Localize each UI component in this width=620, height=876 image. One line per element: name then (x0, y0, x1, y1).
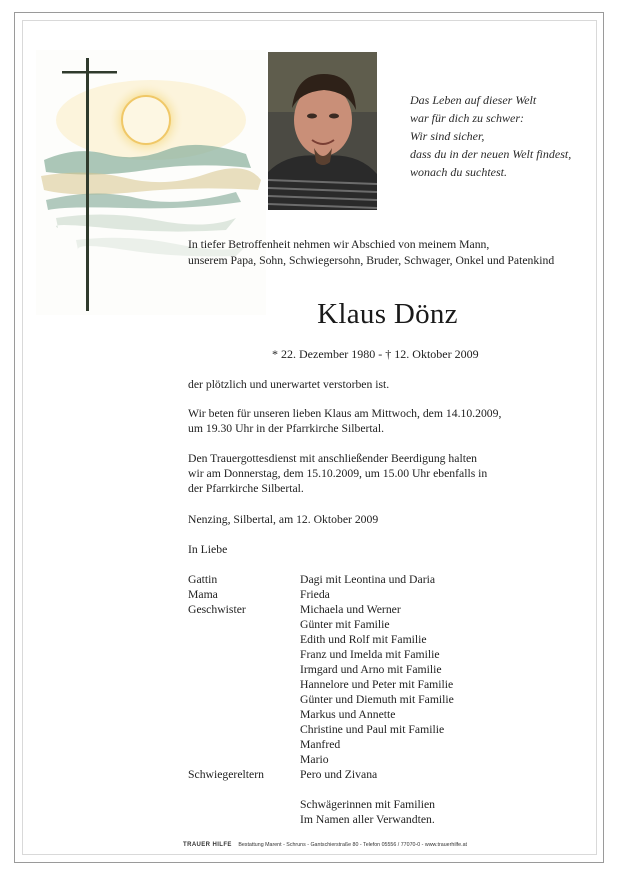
family-member: Mario (300, 753, 329, 766)
family-member: Pero und Zivana (300, 768, 378, 781)
family-role: Mama (188, 588, 218, 601)
funeral-line: Den Trauergottesdienst mit anschließender Beerdigung halten (188, 452, 477, 465)
family-member: Hannelore und Peter mit Familie (300, 678, 454, 691)
passed-text (188, 377, 389, 392)
passed-line: der plötzlich und unerwartet verstorben ist. (188, 378, 390, 391)
cross-landscape-illustration (36, 50, 266, 315)
family-member: Michaela und Werner (300, 603, 401, 616)
poem-line: Wir sind sicher, (410, 129, 485, 143)
family-role: Geschwister (188, 603, 246, 616)
in-love (188, 542, 227, 557)
poem-line: war für dich zu schwer: (410, 111, 524, 125)
family-member: Dagi mit Leontina und Daria (300, 573, 436, 586)
family-member: Im Namen aller Verwandten. (300, 813, 435, 826)
family-member: Schwägerinnen mit Familien (300, 798, 436, 811)
poem-line: wonach du suchtest. (410, 165, 507, 179)
portrait-photo (268, 52, 377, 210)
funeral-text (188, 451, 487, 496)
prayer-line: um 19.30 Uhr in der Pfarrkirche Silbertal. (188, 422, 385, 435)
prayer-line: Wir beten für unseren lieben Klaus am Mittwoch, dem 14.10.2009, (188, 407, 502, 420)
intro-text (188, 237, 554, 269)
intro-line: In tiefer Betroffenheit nehmen wir Abschied von meinem Mann, (188, 238, 490, 251)
family-member: Manfred (300, 738, 341, 751)
life-dates: * 22. Dezember 1980 - † 12. Oktober 2009 (272, 347, 479, 361)
family-member: Günter mit Familie (300, 618, 390, 631)
deceased-name: Klaus Dönz (317, 298, 458, 330)
poem-line: dass du in der neuen Welt findest, (410, 147, 572, 161)
family-member: Günter und Diemuth mit Familie (300, 693, 454, 706)
family-member: Franz und Imelda mit Familie (300, 648, 440, 661)
family-member: Irmgard und Arno mit Familie (300, 663, 442, 676)
family-member: Markus und Annette (300, 708, 396, 721)
family-role: Schwiegereltern (188, 768, 264, 781)
place-date (188, 512, 378, 527)
prayer-text (188, 406, 501, 436)
footer-brand: TRAUER HILFE (183, 842, 232, 848)
funeral-line: der Pfarrkirche Silbertal. (188, 482, 304, 495)
family-member: Christine und Paul mit Familie (300, 723, 445, 736)
in-love-line: In Liebe (188, 543, 228, 556)
family-role: Gattin (188, 573, 218, 586)
funeral-line: wir am Donnerstag, dem 15.10.2009, um 15.00 Uhr ebenfalls in (188, 467, 488, 480)
poem (410, 91, 571, 181)
family-member: Edith und Rolf mit Familie (300, 633, 427, 646)
poem-line: Das Leben auf dieser Welt (410, 93, 537, 107)
family-member: Frieda (300, 588, 330, 601)
footer-details: Bestattung Marent - Schruns - Gantschierstraße 80 - Telefon 05556 / 77070-0 - www.trauerhilfe.at (238, 842, 467, 848)
intro-line: unserem Papa, Sohn, Schwiegersohn, Bruder, Schwager, Onkel und Patenkind (188, 254, 555, 267)
footer (0, 842, 620, 848)
place-date-line: Nenzing, Silbertal, am 12. Oktober 2009 (188, 513, 379, 526)
